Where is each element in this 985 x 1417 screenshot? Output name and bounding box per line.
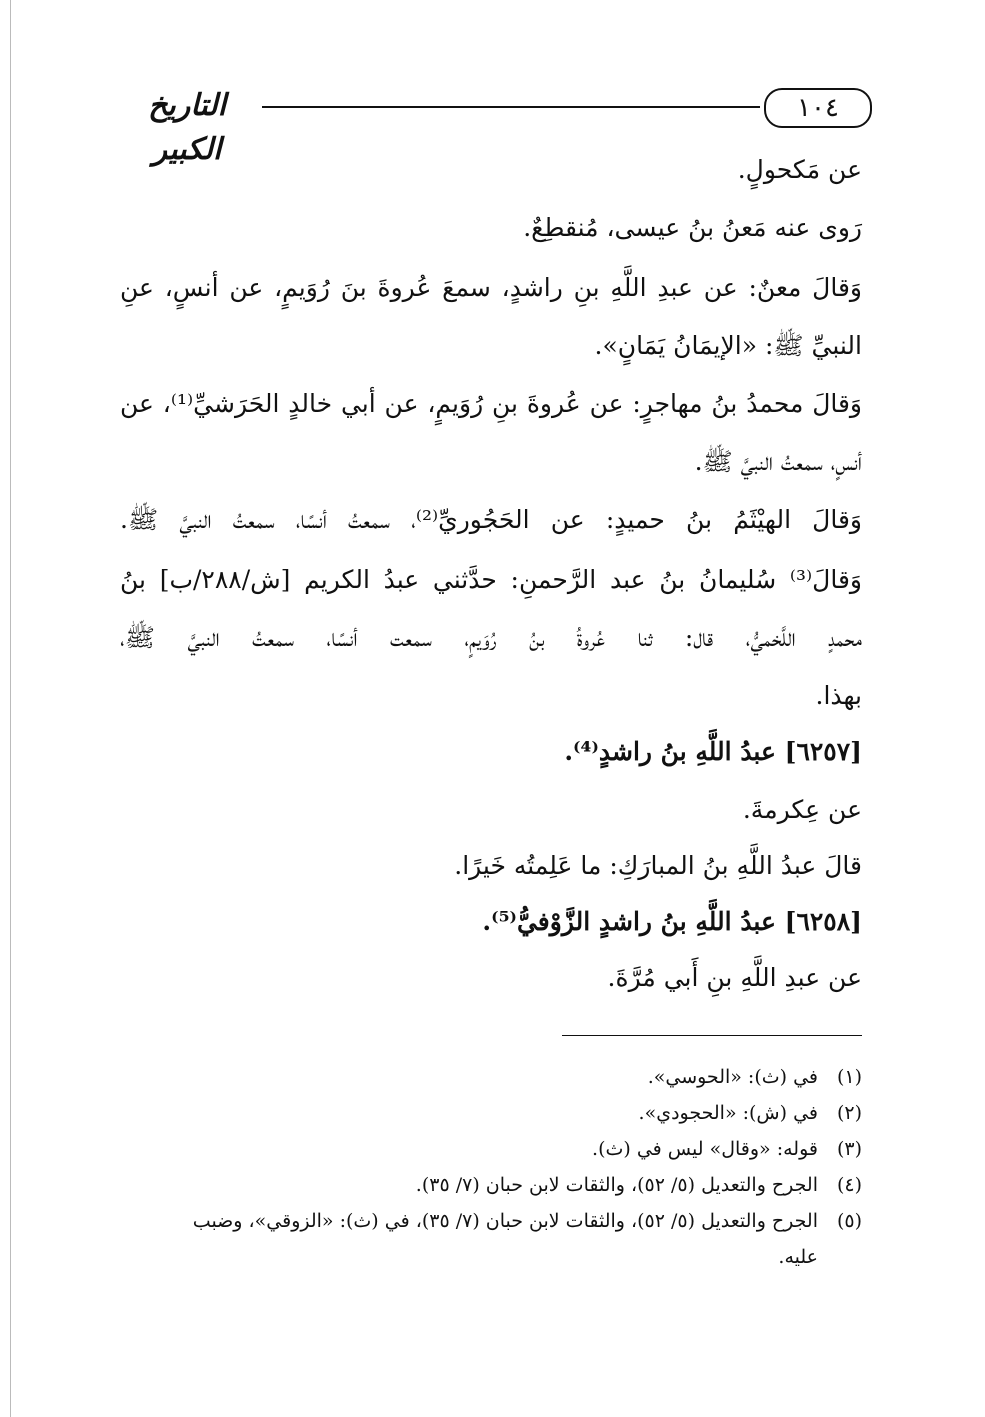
footnote-number: (٢)	[836, 1102, 862, 1124]
text-line: محمدٍ اللَّخميُّ، قال: ثنا عُروةُ بنُ رُوَيمٍ، سمعت أنسًا، سمعتُ النبيَّ ﷺ،	[120, 623, 862, 652]
footnote	[118, 1060, 862, 1094]
footnote	[118, 1096, 862, 1130]
entry-heading: [٦٢٥٨] عبدُ اللَّهِ بنُ راشدٍ الزَّوْفيُّ⁽⁵⁾.	[482, 907, 862, 936]
text-line: رَوى عنه مَعنُ بنُ عيسى، مُنقطِعٌ.	[523, 213, 862, 242]
footnote-continuation	[118, 1240, 862, 1274]
text-line: عن عِكرمةَ.	[742, 795, 862, 824]
book-title: التاريخ الكبير	[148, 88, 226, 167]
footnote-text: قوله: «وقال» ليس في (ث).	[592, 1138, 818, 1160]
footnote-separator	[562, 1035, 862, 1036]
footnote-text: الجرح والتعديل (٥/ ٥٢)، والثقات لابن حبان (٧/ ٣٥)، في (ث): «الزوقي»، وضبب	[192, 1210, 818, 1232]
footnote-number: (٣)	[836, 1138, 862, 1160]
text-line: أنسٍ، سمعتُ النبيَّ ﷺ.	[694, 447, 862, 476]
text-line: عن مَكحولٍ.	[737, 155, 862, 184]
page-number-badge: ١٠٤	[764, 88, 872, 128]
text-line: وَقالَ محمدُ بنُ مهاجرٍ: عن عُروةَ بنِ رُوَيمٍ، عن أبي خالدٍ الحَرَشيِّ⁽¹⁾، عن	[120, 389, 862, 418]
footnote	[118, 1132, 862, 1166]
footnote-text: الجرح والتعديل (٥/ ٥٢)، والثقات لابن حبان (٧/ ٣٥).	[415, 1174, 818, 1196]
text-line: قالَ عبدُ اللَّهِ بنُ المبارَكِ: ما عَلِمتُه خَيرًا.	[454, 851, 862, 880]
footnote-text: في (ش): «الحجودي».	[638, 1102, 818, 1124]
entry-heading: [٦٢٥٧] عبدُ اللَّهِ بنُ راشدٍ⁽⁴⁾.	[564, 737, 862, 766]
footnote-number: (١)	[836, 1066, 862, 1088]
text-line: النبيِّ ﷺ: «الإيمَانُ يَمَانٍ».	[594, 331, 862, 360]
text-line: بهذا.	[815, 681, 862, 710]
footnote-text: عليه.	[778, 1246, 818, 1268]
header-rule	[262, 106, 760, 108]
footnote-number: (٤)	[836, 1174, 862, 1196]
text-line: وَقالَ⁽³⁾ سُليمانُ بنُ عبد الرَّحمنِ: حدَّثني عبدُ الكريم [ش/٢٨٨/ب] بنُ	[120, 565, 862, 594]
footnote-number: (٥)	[836, 1210, 862, 1232]
footnote	[118, 1204, 862, 1238]
running-header	[112, 84, 872, 167]
text-line: وَقالَ معنٌ: عن عبدِ اللَّهِ بنِ راشدٍ، سمعَ عُروةَ بنَ رُوَيمٍ، عن أنسٍ، عنِ	[120, 273, 862, 302]
page-edge-line	[10, 0, 11, 1417]
footnote-text: في (ث): «الحوسي».	[647, 1066, 818, 1088]
text-line: وَقالَ الهيْثَمُ بنُ حميدٍ: عن الحَجُوريِّ⁽²⁾، سمعتُ أنسًا، سمعتُ النبيَّ ﷺ.	[120, 505, 862, 534]
footnote	[118, 1168, 862, 1202]
text-line: عن عبدِ اللَّهِ بنِ أَبي مُرَّةَ.	[607, 963, 862, 992]
